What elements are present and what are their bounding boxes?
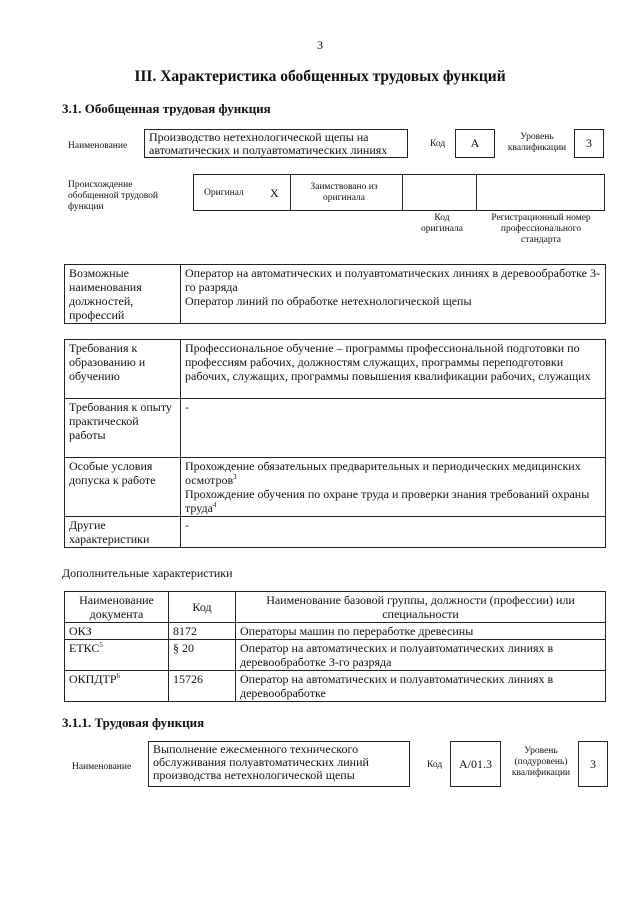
tf-level-value: 3: [578, 741, 608, 787]
divider: [290, 174, 291, 211]
tf-code-label: Код: [427, 760, 443, 770]
footnote-mark: 5: [99, 641, 103, 649]
row-code: 15726: [169, 671, 236, 702]
gtf-heading: 3.1. Обобщенная трудовая функция: [62, 101, 271, 116]
divider: [402, 174, 403, 211]
row-doc-text: ОКЗ: [69, 624, 92, 638]
positions-line: Оператор на автоматических и полуавтоматических линиях в деревообработке 3-го разряда: [185, 266, 601, 294]
conditions-label: Особые условия допуска к работе: [65, 458, 181, 517]
additional-heading: Дополнительные характеристики: [62, 566, 233, 580]
gtf-name-label: Наименование: [68, 141, 128, 151]
positions-label: Возможные наименования должностей, профессий: [65, 265, 181, 324]
footnote-mark: 4: [212, 501, 217, 509]
experience-value: -: [181, 399, 606, 458]
gtf-code-label: Код: [430, 139, 446, 149]
conditions-text: Прохождение обязательных предварительных и периодических медицинских осмотров: [185, 459, 581, 487]
tf-code-value: А/01.3: [450, 741, 501, 787]
conditions-line: [185, 487, 601, 515]
origin-borrowed-label: Заимствовано из оригинала: [310, 182, 378, 203]
footnote-mark: 3: [233, 473, 237, 481]
requirements-table: [64, 339, 606, 548]
tf-name-value: Выполнение ежесменного технического обслуживания полуавтоматических линий производства нетехнологической щепы: [148, 741, 410, 787]
additional-table: [64, 591, 606, 702]
header-code: Код: [169, 592, 236, 623]
tf-heading: 3.1.1. Трудовая функция: [62, 715, 205, 730]
divider: [476, 174, 477, 211]
conditions-text: Прохождение обучения по охране труда и проверки знания требований охраны труда: [185, 487, 590, 515]
tf-name-label: Наименование: [72, 762, 132, 772]
footnote-mark: 6: [116, 672, 121, 680]
tf-level-label: Уровень (подуровень) квалификации: [511, 746, 571, 778]
conditions-cell: [181, 458, 606, 517]
positions-line: Оператор линий по обработке нетехнологической щепы: [185, 294, 472, 308]
row-doc: [65, 671, 169, 702]
origin-original-mark: Х: [270, 186, 279, 200]
origin-box: [193, 174, 605, 211]
gtf-name-value: Производство нетехнологической щепы на автоматических и полуавтоматических линиях: [144, 129, 408, 158]
origin-label: Происхождение обобщенной трудовой функции: [68, 180, 158, 212]
other-label: Другие характеристики: [65, 517, 181, 548]
table-row: [65, 640, 606, 671]
page-number: 3: [317, 38, 323, 52]
education-label: Требования к образованию и обучению: [65, 340, 181, 399]
positions-cell: [181, 265, 606, 324]
conditions-line: [185, 459, 601, 487]
row-doc: [65, 623, 169, 640]
row-doc-text: ОКПДТР: [69, 672, 117, 686]
origin-code-caption: Код оригинала: [421, 213, 463, 234]
row-code: 8172: [169, 623, 236, 640]
other-value: -: [181, 517, 606, 548]
row-name: Операторы машин по переработке древесины: [236, 623, 606, 640]
table-row: [65, 671, 606, 702]
table-row: [65, 623, 606, 640]
section-title: III. Характеристика обобщенных трудовых функций: [134, 68, 506, 85]
gtf-code-value: А: [455, 129, 495, 158]
row-doc-text: ЕТКС: [69, 641, 100, 655]
row-name: Оператор на автоматических и полуавтоматических линиях в деревообработке 3-го разряда: [236, 640, 606, 671]
gtf-level-label: Уровень квалификации: [507, 132, 567, 153]
row-name: Оператор на автоматических и полуавтоматических линиях в деревообработке: [236, 671, 606, 702]
gtf-level-value: 3: [574, 129, 604, 158]
row-code: § 20: [169, 640, 236, 671]
positions-table: [64, 264, 606, 324]
experience-label: Требования к опыту практической работы: [65, 399, 181, 458]
header-doc: Наименование документа: [65, 592, 169, 623]
row-doc: [65, 640, 169, 671]
header-name: Наименование базовой группы, должности (профессии) или специальности: [236, 592, 606, 623]
education-value: Профессиональное обучение – программы профессиональной подготовки по профессиям рабочих, должностям служащих, программы переподготовки рабочих, служащих, программы повышения квалификации рабочих, служащих: [181, 340, 606, 399]
origin-original-label: Оригинал: [204, 188, 244, 198]
origin-reg-caption: Регистрационный номер профессионального стандарта: [491, 213, 591, 245]
